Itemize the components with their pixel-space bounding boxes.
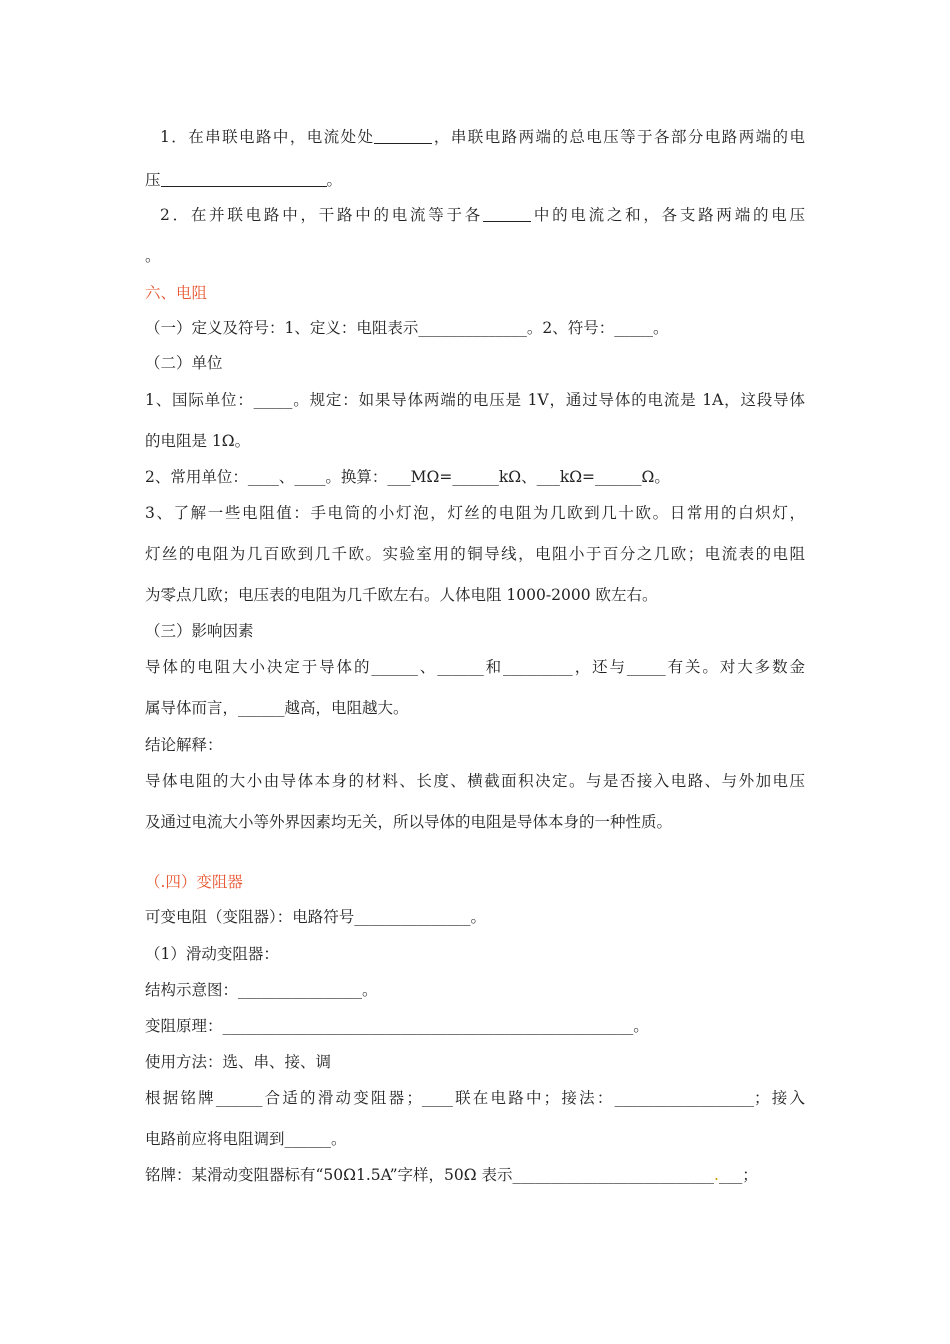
blank-voltage — [161, 172, 327, 187]
parallel-text-b: 中的电流之和，各支路两端的电压 — [531, 206, 805, 224]
factors-title: （三）影响因素 — [145, 622, 254, 640]
usage-line: 使用方法：选、串、接、调 — [145, 1053, 332, 1071]
resistance-values-line-1: 3、了解一些电阻值：手电筒的小灯泡，灯丝的电阻为几欧到几十欧。日常用的白炽灯， — [145, 504, 805, 522]
nameplate-mark-end: ___； — [718, 1166, 758, 1184]
parallel-text-a: 2．在并联电路中，干路中的电流等于各 — [160, 206, 484, 224]
series-text-d: 。 — [326, 171, 343, 189]
definition-line: （一）定义及符号：1、定义：电阻表示______________。2、符号：_____。 — [145, 319, 669, 337]
resistance-values-line-3: 为零点几欧；电压表的电阻为几千欧左右。人体电阻 1000-2000 欧左右。 — [145, 586, 658, 604]
series-text-c: 压 — [145, 171, 161, 189]
sliding-rheostat-title: （1）滑动变阻器： — [145, 945, 279, 963]
resistance-values-line-2: 灯丝的电阻为几百欧到几千欧。实验室用的铜导线，电阻小于百分之几欧；电流表的电阻 — [145, 545, 805, 563]
nameplate-line-1: 根据铭牌______合适的滑动变阻器；____联在电路中；接法：__________________；接入 — [145, 1089, 805, 1107]
series-circuit-line-1 — [160, 127, 805, 147]
section-heading-resistance: 六、电阻 — [145, 284, 208, 302]
intl-unit-line-1: 1、国际单位：_____。规定：如果导体两端的电压是 1V，通过导体的电流是 1A，这段导体 — [145, 391, 805, 409]
principle-line: 变阻原理：_____________________________________________________。 — [145, 1017, 649, 1035]
conclusion-line-2: 及通过电流大小等外界因素均无关，所以导体的电阻是导体本身的一种性质。 — [145, 813, 673, 831]
intl-unit-line-2: 的电阻是 1Ω。 — [145, 432, 251, 450]
highlight-dot: . — [714, 1166, 719, 1184]
series-circuit-line-2 — [145, 170, 805, 190]
factors-line-2: 属导体而言，______越高，电阻越大。 — [145, 699, 409, 717]
variable-resistor-symbol-line: 可变电阻（变阻器）：电路符号_______________。 — [145, 908, 487, 926]
section-heading-rheostat: （.四）变阻器 — [145, 873, 243, 891]
conclusion-title: 结论解释： — [145, 736, 223, 754]
conclusion-line-1: 导体电阻的大小由导体本身的材料、长度、横截面积决定。与是否接入电路、与外加电压 — [145, 772, 805, 790]
common-unit-line: 2、常用单位：____、____。换算：___MΩ=______kΩ、___kΩ=______Ω。 — [145, 468, 670, 486]
nameplate-mark-text: 铭牌：某滑动变阻器标有“50Ω1.5A”字样，50Ω 表示__________________________ — [145, 1166, 714, 1184]
nameplate-mark-line — [145, 1165, 805, 1185]
unit-title: （二）单位 — [145, 354, 223, 372]
structure-diagram-line: 结构示意图：________________。 — [145, 981, 378, 999]
blank-branch — [483, 207, 531, 222]
parallel-circuit-line-2: 。 — [145, 247, 161, 265]
blank-current — [374, 129, 432, 144]
parallel-circuit-line-1 — [160, 205, 805, 225]
nameplate-line-2: 电路前应将电阻调到______。 — [145, 1130, 347, 1148]
series-text-b: ，串联电路两端的总电压等于各部分电路两端的电 — [432, 128, 805, 146]
factors-line-1: 导体的电阻大小决定于导体的______、______和_________，还与_____有关。对大多数金 — [145, 658, 805, 676]
series-text-a: 1．在串联电路中，电流处处 — [160, 128, 375, 146]
